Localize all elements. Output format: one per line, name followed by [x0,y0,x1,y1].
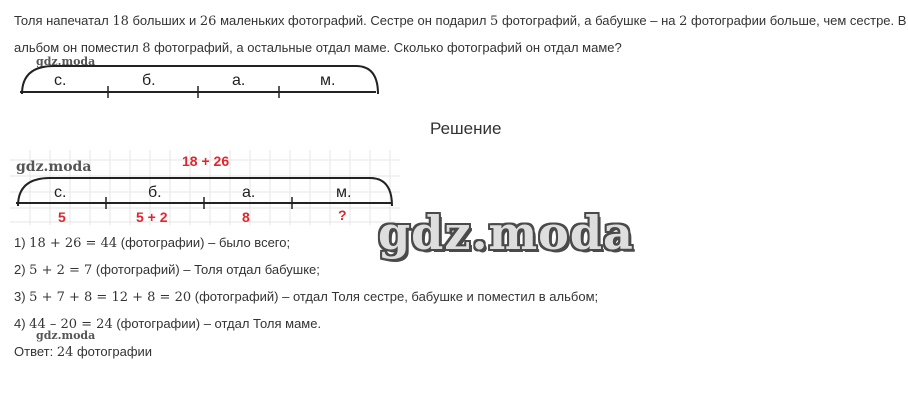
text-segment: (фотографий) – отдал Толя сестре, бабушке и поместил в альбом; [191,289,599,304]
watermark-small-3: gdz.moda [36,329,96,342]
text-segment: фотографий, а остальные отдал маме. Сколько фотографий он отдал маме? [150,40,622,55]
math-expression: 8 [142,41,151,56]
diagram-2-total: 18 + 26 [182,153,230,169]
math-expression: 2 [679,14,688,29]
math-expression: 18 [112,14,129,29]
diagram-2-label-mom: м. [336,184,352,201]
diagram-1-label-mom: м. [320,72,336,89]
diagram-2-label-grandma: б. [148,184,162,201]
diagram-2-value-mom: ? [338,207,347,223]
diagram-1-label-album: а. [232,72,246,89]
text-segment: 4) [14,316,30,331]
text-segment: Толя напечатал [14,13,113,28]
text-segment: (фотографий) – Толя отдал бабушке; [92,262,320,277]
step-3 [14,289,598,305]
watermark-small-2: gdz.moda [16,159,92,175]
text-segment: Ответ: [14,344,57,359]
diagram-2-value-album: 8 [242,209,250,225]
math-expression: 26 [199,14,217,29]
diagram-2-value-sister: 5 [58,209,66,225]
text-segment: 3) [14,289,30,304]
diagram-2-value-grandma: 5 + 2 [136,209,168,225]
text-segment: 1) [14,235,30,250]
math-expression: 24 [56,345,74,360]
diagram-2-label-album: а. [242,184,256,201]
problem-text [14,8,907,62]
step-2 [14,262,320,278]
text-segment: (фотографии) – было всего; [117,235,291,250]
diagram-2-label-sister: с. [54,184,67,201]
diagram-1-label-sister: с. [54,72,67,89]
text-segment: больших и [128,13,200,28]
math-expression: 5 [490,14,499,29]
text-segment: фотографии больше, чем сестре. В [687,13,907,28]
watermark-large: gdz.moda [378,206,634,260]
segment-diagram-1 [14,58,394,108]
step-1 [14,235,290,251]
text-segment: маленьких фотографий. Сестре он подарил [216,13,491,28]
math-expression: 5 + 2 = 7 [29,263,93,278]
problem-line-1 [14,8,907,35]
text-segment: 2) [14,262,30,277]
solution-heading: Решение [430,119,502,138]
math-expression: 18 + 26 = 44 [29,236,118,251]
answer-line [14,344,152,360]
text-segment: (фотографии) – отдал Толя маме. [112,316,322,331]
math-expression: 5 + 7 + 8 = 12 + 8 = 20 [29,290,192,305]
text-segment: альбом он поместил [14,40,143,55]
watermark-small-1: gdz.moda [36,55,96,68]
math-expression: 44 – 20 = 24 [29,317,113,332]
text-segment: фотографий, а бабушке – на [498,13,680,28]
diagram-1-label-grandma: б. [142,72,156,89]
text-segment: фотографии [73,344,153,359]
